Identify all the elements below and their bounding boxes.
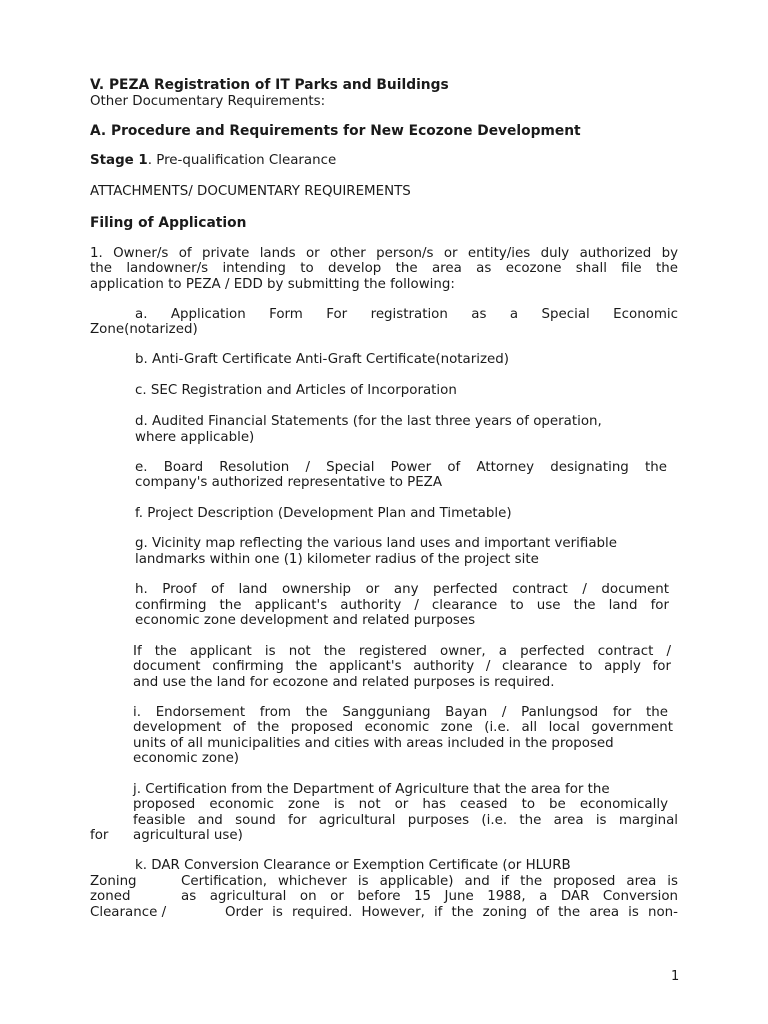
item-h-line: confirming the applicant's authority / clearance to use the land for bbox=[135, 598, 669, 613]
item-j-line: agricultural use) bbox=[133, 828, 243, 843]
item-e-line: company's authorized representative to PEZA bbox=[135, 475, 443, 490]
item-k-line: Certification, whichever is applicable) and if the proposed area is bbox=[181, 874, 678, 889]
filing-heading: Filing of Application bbox=[90, 215, 247, 231]
subtitle: Other Documentary Requirements: bbox=[90, 94, 326, 109]
item-a-line: Zone(notarized) bbox=[90, 322, 198, 337]
item-d-line: d. Audited Financial Statements (for the last three years of operation, bbox=[135, 414, 602, 429]
page-number: 1 bbox=[671, 969, 680, 984]
item-f: f. Project Description (Development Plan and Timetable) bbox=[135, 506, 512, 521]
item-e-line: e. Board Resolution / Special Power of Attorney designating the bbox=[135, 460, 667, 475]
item-i-line: units of all municipalities and cities with areas included in the proposed bbox=[133, 736, 614, 751]
item-i-line: development of the proposed economic zone (i.e. all local government bbox=[133, 720, 673, 735]
intro-line: the landowner/s intending to develop the area as ecozone shall file the bbox=[90, 261, 678, 276]
item-h-note-line: If the applicant is not the registered owner, a perfected contract / bbox=[133, 644, 671, 659]
item-h-line: economic zone development and related purposes bbox=[135, 613, 476, 628]
item-j-line: feasible and sound for agricultural purposes (i.e. the area is marginal bbox=[133, 813, 678, 828]
item-i-line: i. Endorsement from the Sangguniang Bayan / Panlungsod for the bbox=[133, 705, 668, 720]
item-h-note-line: and use the land for ecozone and related purposes is required. bbox=[133, 675, 555, 690]
item-k-line: Clearance / bbox=[90, 905, 167, 920]
item-j-line: for bbox=[90, 828, 109, 843]
attachments-heading: ATTACHMENTS/ DOCUMENTARY REQUIREMENTS bbox=[90, 184, 411, 199]
item-g-line: g. Vicinity map reflecting the various land uses and important verifiable bbox=[135, 536, 617, 551]
item-k-line: zoned bbox=[90, 889, 131, 904]
stage-line bbox=[90, 153, 336, 169]
section-title: V. PEZA Registration of IT Parks and Buildings bbox=[90, 77, 449, 93]
item-a-line: a. Application Form For registration as a Special Economic bbox=[135, 307, 678, 322]
item-j-line: j. Certification from the Department of Agriculture that the area for the bbox=[133, 782, 610, 797]
item-k-line: Order is required. However, if the zoning of the area is non- bbox=[225, 905, 678, 920]
item-k-line: k. DAR Conversion Clearance or Exemption Certificate (or HLURB bbox=[135, 858, 571, 873]
intro-line: application to PEZA / EDD by submitting the following: bbox=[90, 277, 455, 292]
heading-a: A. Procedure and Requirements for New Ecozone Development bbox=[90, 123, 581, 139]
item-g-line: landmarks within one (1) kilometer radius of the project site bbox=[135, 552, 539, 567]
item-k-line: as agricultural on or before 15 June 1988, a DAR Conversion bbox=[181, 889, 678, 904]
item-j-line: proposed economic zone is not or has ceased to be economically bbox=[133, 797, 668, 812]
item-d-line: where applicable) bbox=[135, 430, 255, 445]
item-b: b. Anti-Graft Certificate Anti-Graft Certificate(notarized) bbox=[135, 352, 509, 367]
item-c: c. SEC Registration and Articles of Incorporation bbox=[135, 383, 457, 398]
intro-line: 1. Owner/s of private lands or other person/s or entity/ies duly authorized by bbox=[90, 246, 678, 261]
item-h-note-line: document confirming the applicant's authority / clearance to apply for bbox=[133, 659, 671, 674]
stage-text: . Pre-qualification Clearance bbox=[147, 153, 337, 168]
item-k-line: Zoning bbox=[90, 874, 137, 889]
item-i-line: economic zone) bbox=[133, 751, 240, 766]
stage-label: Stage 1 bbox=[90, 153, 148, 168]
item-h-line: h. Proof of land ownership or any perfected contract / document bbox=[135, 582, 669, 597]
